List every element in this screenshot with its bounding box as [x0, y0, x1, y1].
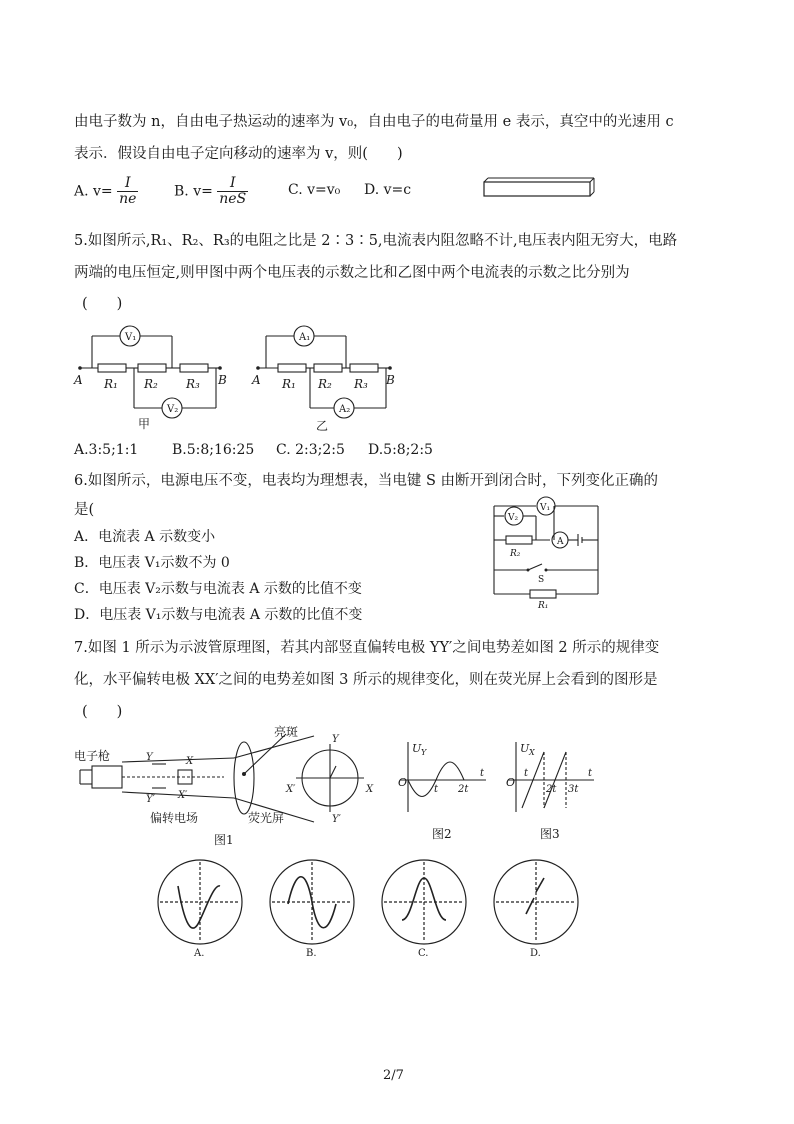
svg-text:Y′: Y′ — [332, 814, 341, 825]
q6-circuit-figure — [488, 492, 608, 610]
svg-text:R₂: R₂ — [510, 549, 521, 559]
q5-option-a[interactable]: A.3:5;1:1 — [74, 442, 139, 458]
q6-option-a[interactable]: A．电流表 A 示数变小 — [74, 529, 216, 545]
q5-line1: 5.如图所示,R₁、R₂、R₃的电阻之比是 2∶3∶5,电流表内阻忽略不计,电压表内阻无穷大，电路 — [74, 233, 678, 249]
q6-line1: 6.如图所示，电源电压不变，电表均为理想表，当电键 S 由断开到闭合时，下列变化正确的 — [74, 473, 658, 489]
q4-option-a[interactable]: A. v= $\frac{I}{ne}$ — [74, 175, 137, 207]
svg-text:R₁: R₁ — [538, 601, 549, 611]
deflect-field-label: 偏转电场 — [150, 811, 199, 825]
q7-fig3-ux-graph — [500, 738, 600, 842]
svg-text:O: O — [506, 776, 516, 789]
fig1-caption: 图1 — [214, 833, 234, 847]
svg-text:R₁: R₁ — [282, 377, 296, 391]
v2-label: V₂ — [167, 404, 179, 415]
svg-text:R₃: R₃ — [186, 377, 200, 391]
q5-figure-jia — [74, 322, 244, 432]
svg-text:O: O — [398, 776, 408, 789]
q6-option-d[interactable]: D．电压表 V₁示数与电流表 A 示数的比值不变 — [74, 607, 363, 623]
q4-option-b-fraction: $\frac{I}{\text{neS}}$ — [219, 175, 247, 207]
q5-option-c[interactable]: C. 2:3;2:5 — [276, 442, 345, 458]
svg-text:t: t — [588, 768, 593, 779]
q7-fig1-oscilloscope — [74, 722, 374, 848]
choice-d-trace-2 — [536, 878, 544, 892]
svg-text:t: t — [434, 784, 439, 795]
q7-choice-b-screen[interactable] — [266, 858, 360, 958]
svg-text:C.: C. — [418, 948, 429, 959]
fig2-caption: 图2 — [432, 827, 452, 841]
q4-option-c[interactable]: C. v=v₀ — [288, 182, 341, 198]
q5-line3: ( ) — [82, 296, 123, 312]
fig-yi-caption: 乙 — [316, 419, 329, 433]
q5-option-b[interactable]: B.5:8;16:25 — [172, 442, 255, 458]
choice-a-trace — [178, 886, 220, 928]
q5-line2: 两端的电压恒定,则甲图中两个电压表的示数之比和乙图中两个电流表的示数之比分别为 — [74, 265, 630, 281]
q6-line2: 是( — [74, 502, 95, 518]
svg-text:U: U — [520, 742, 530, 755]
q6-option-b[interactable]: B．电压表 V₁示数不为 0 — [74, 555, 230, 571]
v1-label: V₁ — [125, 332, 137, 343]
svg-text:X′: X′ — [286, 784, 296, 795]
svg-text:t: t — [524, 768, 529, 779]
svg-text:Y: Y — [146, 752, 153, 763]
conductor-bar-figure — [480, 176, 600, 200]
electron-gun-icon — [92, 766, 122, 788]
svg-text:A: A — [557, 537, 564, 547]
svg-text:B.: B. — [306, 948, 317, 959]
conductor-bar — [484, 182, 590, 196]
q7-line2: 化，水平偏转电极 XX′之间的电势差如图 3 所示的规律变化，则在荧光屏上会看到的图形是 — [74, 672, 658, 688]
svg-text:Y: Y — [421, 748, 427, 757]
svg-text:A.: A. — [194, 948, 205, 959]
fig3-caption: 图3 — [540, 827, 560, 841]
q6-option-c[interactable]: C．电压表 V₂示数与电流表 A 示数的比值不变 — [74, 581, 362, 597]
q4-option-b[interactable]: B. v= $\frac{I}{\text{neS}}$ — [174, 175, 247, 207]
svg-text:R₂: R₂ — [318, 377, 332, 391]
page-number: 2/7 — [383, 1068, 404, 1083]
svg-text:2t: 2t — [546, 784, 557, 795]
svg-text:S: S — [538, 575, 545, 585]
q7-line3: ( ) — [82, 704, 123, 720]
q4-option-d[interactable]: D. v=c — [364, 182, 412, 198]
q5-figure-yi — [252, 322, 412, 432]
svg-text:A: A — [252, 373, 261, 387]
svg-text:U: U — [412, 742, 422, 755]
gun-label: 电子枪 — [74, 749, 111, 763]
svg-text:D.: D. — [530, 948, 541, 959]
q7-choice-a-screen[interactable] — [154, 858, 248, 958]
svg-text:2t: 2t — [458, 784, 469, 795]
q7-line1: 7.如图 1 所示为示波管原理图，若其内部竖直偏转电极 YY′之间电势差如图 2 所示的规律变 — [74, 640, 660, 656]
q4-line1: 由电子数为 n，自由电子热运动的速率为 v₀，自由电子的电荷量用 e 表示，真空中的光速用 c — [74, 114, 674, 130]
switch-s — [528, 564, 542, 570]
svg-text:X′: X′ — [178, 790, 188, 801]
svg-text:X: X — [529, 748, 535, 757]
svg-text:Y′: Y′ — [146, 794, 155, 805]
svg-text:V₂: V₂ — [508, 513, 519, 523]
q4-line2: 表示．假设自由电子定向移动的速率为 v，则( ) — [74, 146, 403, 162]
screen-side-icon — [234, 742, 254, 814]
bright-spot-label: 亮斑 — [274, 725, 299, 739]
q7-fig2-uy-graph — [392, 738, 492, 842]
svg-text:3t: 3t — [568, 784, 579, 795]
svg-text:X: X — [186, 756, 194, 767]
svg-text:Y: Y — [332, 734, 339, 745]
q7-choice-c-screen[interactable] — [378, 858, 472, 958]
q4-option-a-fraction: $\frac{I}{ne}$ — [119, 175, 137, 207]
svg-text:R₃: R₃ — [354, 377, 368, 391]
a2-label: A₂ — [339, 404, 351, 415]
svg-text:A: A — [74, 373, 83, 387]
svg-text:t: t — [480, 768, 485, 779]
screen-label: 荧光屏 — [248, 811, 285, 825]
fig-jia-caption: 甲 — [138, 417, 151, 431]
svg-text:V₁: V₁ — [540, 503, 551, 513]
q7-choice-d-screen[interactable] — [490, 858, 584, 958]
svg-text:B: B — [386, 373, 395, 387]
q5-option-d[interactable]: D.5:8;2:5 — [368, 442, 433, 458]
choice-d-trace-1 — [526, 898, 534, 914]
svg-text:R₂: R₂ — [144, 377, 158, 391]
svg-text:X: X — [366, 784, 374, 795]
a1-label: A₁ — [299, 332, 311, 343]
svg-text:B: B — [218, 373, 227, 387]
svg-text:R₁: R₁ — [104, 377, 118, 391]
